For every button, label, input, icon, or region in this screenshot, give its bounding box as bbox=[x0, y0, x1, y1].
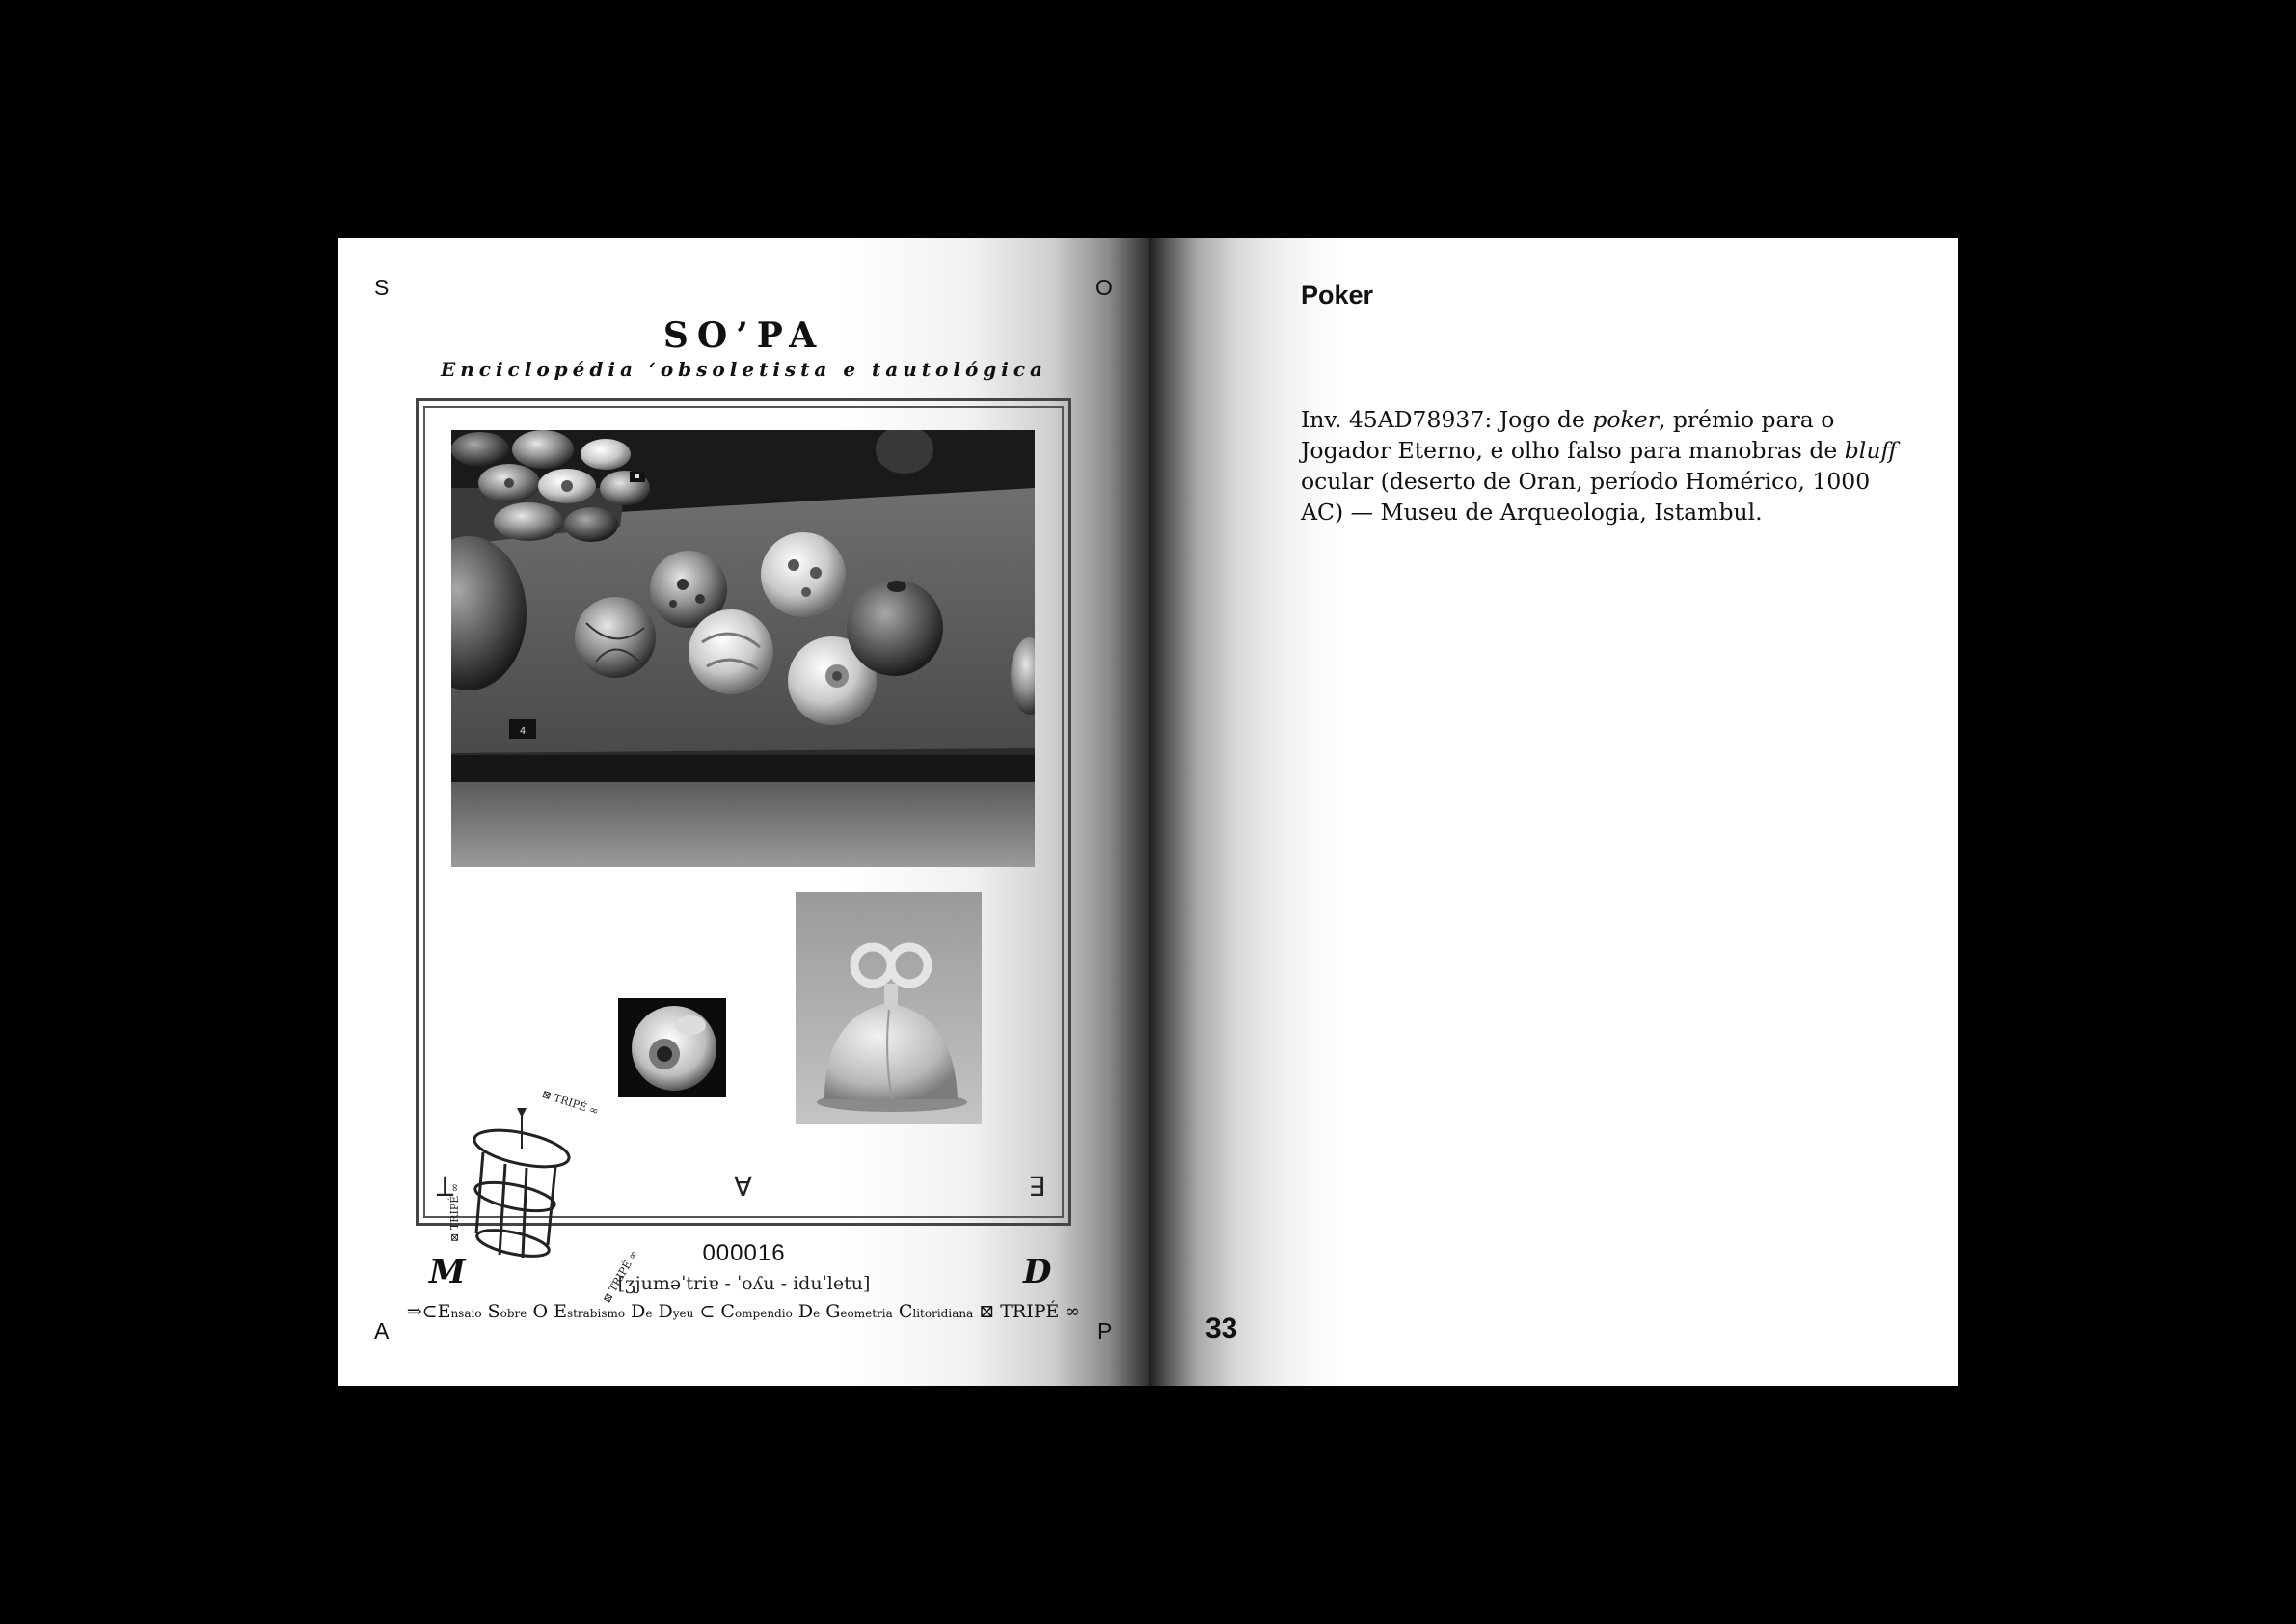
footer-word-initial: C bbox=[898, 1301, 913, 1322]
idol-graphic bbox=[796, 892, 982, 1124]
tripod-label-bottom: ⊠ TRIPÉ ∞ bbox=[600, 1247, 641, 1306]
footer-words bbox=[438, 1301, 974, 1322]
footer-word bbox=[798, 1301, 820, 1322]
footer-word bbox=[699, 1301, 715, 1322]
footer-word-initial: ⊂ bbox=[699, 1301, 716, 1322]
body-text-emphasis-bluff: bluff bbox=[1844, 437, 1898, 464]
footer-word-initial: C bbox=[720, 1301, 735, 1322]
showcase-marker-small bbox=[635, 474, 639, 478]
big-letter-m: M bbox=[429, 1253, 466, 1291]
phonetic-transcription: [ʒjuməˈtriɐ - ˈoʎu - iduˈletu] bbox=[617, 1273, 871, 1294]
showcase-marker-number: 4 bbox=[519, 726, 527, 737]
footer-word bbox=[631, 1301, 652, 1322]
false-eye-photo bbox=[618, 998, 726, 1097]
spectacle-idol-photo bbox=[796, 892, 982, 1124]
flipped-letter-t: T bbox=[437, 1170, 454, 1202]
footer-word-initial: D bbox=[797, 1301, 814, 1322]
footer-word-rest: e bbox=[813, 1307, 821, 1320]
eye-graphic bbox=[618, 998, 726, 1097]
corner-letter-bottom-left: A bbox=[374, 1318, 390, 1343]
footer-word-initial: E bbox=[437, 1301, 451, 1322]
footer-word-rest: e bbox=[645, 1307, 653, 1320]
footer-suffix: ⊠ TRIPÉ ∞ bbox=[979, 1301, 1081, 1322]
footer-word bbox=[554, 1301, 625, 1322]
body-text-emphasis-poker: poker bbox=[1592, 406, 1659, 433]
corner-letter-top-right: O bbox=[1095, 275, 1113, 300]
footer-word-initial: E bbox=[554, 1301, 567, 1322]
right-page bbox=[1149, 238, 1958, 1386]
footer-word-rest: ompendio bbox=[734, 1307, 793, 1320]
entry-title: Poker bbox=[1301, 281, 1374, 310]
flipped-letter-e: E bbox=[1029, 1170, 1046, 1202]
footer-word-rest: obre bbox=[500, 1307, 527, 1320]
entry-body-text bbox=[1301, 404, 1918, 528]
tripod-label-side: ⊠ TRIPÉ ∞ bbox=[447, 1183, 461, 1242]
footer-prefix: ⇒⊂ bbox=[406, 1301, 438, 1322]
footer-word-initial: O bbox=[532, 1301, 549, 1322]
footer-word-initial: S bbox=[487, 1301, 500, 1322]
footer-word-initial: G bbox=[825, 1301, 841, 1322]
footer-word bbox=[532, 1301, 548, 1322]
big-letter-d: D bbox=[1023, 1253, 1052, 1291]
left-page bbox=[338, 238, 1149, 1386]
tripod-label-top: ⊠ TRIPÉ ∞ bbox=[540, 1087, 601, 1119]
footer-word-initial: D bbox=[658, 1301, 673, 1322]
footer-word bbox=[659, 1301, 694, 1322]
encyclopedia-subtitle: Enciclopédia ‘obsoletista e tautológica bbox=[440, 358, 1047, 381]
museum-showcase-photo bbox=[451, 430, 1035, 867]
footer-word bbox=[720, 1301, 792, 1322]
footer-word-rest: eometria bbox=[840, 1307, 893, 1320]
page-number: 33 bbox=[1205, 1313, 1238, 1344]
footer-word-rest: litoridiana bbox=[912, 1307, 974, 1320]
footer-word bbox=[899, 1301, 973, 1322]
footer-essay-line bbox=[396, 1301, 1091, 1322]
encyclopedia-title: SO’PA bbox=[662, 315, 825, 356]
body-text-part-3: ocular (deserto de Oran, período Homérico, 1000 AC) — Museu de Arqueologia, Istambul. bbox=[1301, 468, 1871, 526]
entry-code: 000016 bbox=[702, 1240, 786, 1266]
flipped-letter-a: A bbox=[734, 1170, 753, 1202]
body-text-part-2: , prémio para o Jogador Eterno, e olho falso para manobras de bbox=[1301, 406, 1845, 464]
footer-word-rest: yeu bbox=[672, 1307, 694, 1320]
footer-word-rest: strabismo bbox=[566, 1307, 626, 1320]
corner-letter-bottom-right: P bbox=[1097, 1318, 1113, 1343]
footer-word-initial: D bbox=[631, 1301, 646, 1322]
footer-word-rest: nsaio bbox=[450, 1307, 482, 1320]
corner-letter-top-left: S bbox=[374, 275, 390, 300]
body-text-part-1: Inv. 45AD78937: Jogo de bbox=[1301, 406, 1593, 433]
footer-word bbox=[825, 1301, 893, 1322]
showcase-photo-graphic bbox=[451, 430, 1035, 867]
footer-word bbox=[438, 1301, 482, 1322]
footer-word bbox=[488, 1301, 527, 1322]
